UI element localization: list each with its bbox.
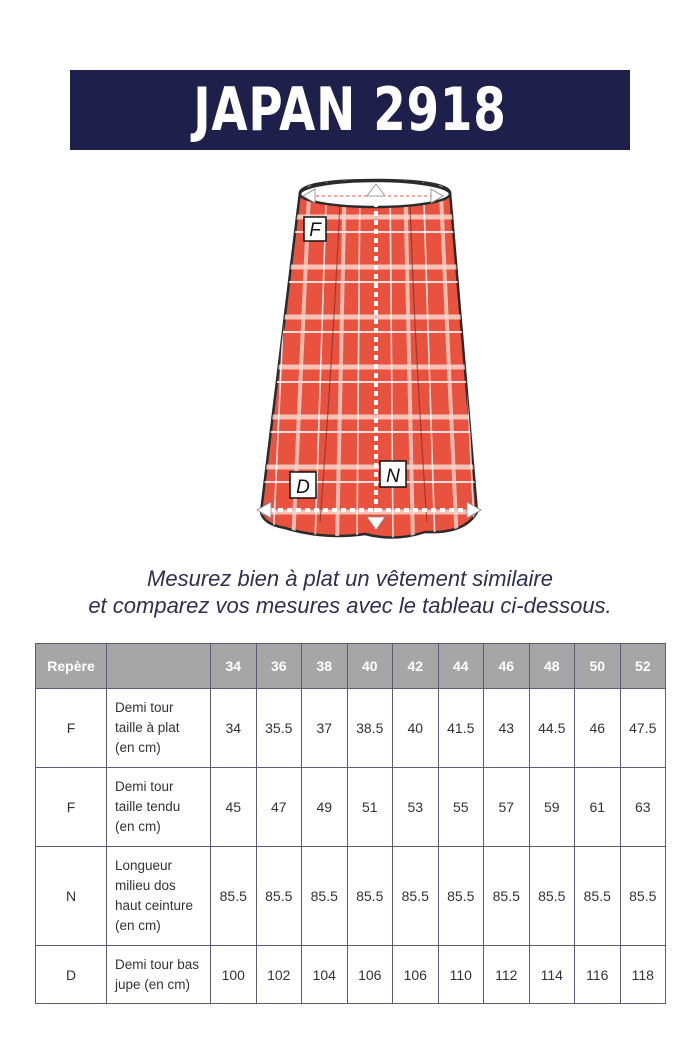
table-cell: 57 — [484, 768, 530, 847]
header-description — [107, 644, 211, 689]
table-cell: 114 — [529, 946, 575, 1004]
table-cell: 102 — [256, 946, 302, 1004]
table-cell: 85.5 — [575, 847, 621, 946]
label-f-text: F — [309, 220, 321, 241]
table-row — [36, 768, 666, 847]
row-description — [107, 946, 211, 1004]
table-cell: 106 — [393, 946, 439, 1004]
skirt-diagram — [245, 172, 495, 544]
table-cell: 85.5 — [211, 847, 257, 946]
header-size: 50 — [575, 644, 621, 689]
table-cell: 61 — [575, 768, 621, 847]
table-cell: 104 — [302, 946, 348, 1004]
row-marker: F — [36, 768, 107, 847]
page-title: JAPAN 2918 — [193, 75, 507, 145]
row-description-line: (en cm) — [115, 740, 161, 755]
header-size: 42 — [393, 644, 439, 689]
label-d-text: D — [296, 477, 310, 498]
table-cell: 112 — [484, 946, 530, 1004]
row-marker: N — [36, 847, 107, 946]
table-cell: 85.5 — [256, 847, 302, 946]
table-cell: 85.5 — [484, 847, 530, 946]
row-marker: D — [36, 946, 107, 1004]
table-cell: 116 — [575, 946, 621, 1004]
row-description-line: taille à plat — [115, 720, 180, 735]
label-d — [290, 472, 316, 498]
title-banner — [70, 70, 630, 150]
header-repere: Repère — [36, 644, 107, 689]
table-cell: 46 — [575, 689, 621, 768]
table-cell: 40 — [393, 689, 439, 768]
row-description-line: haut ceinture — [115, 898, 194, 913]
table-cell: 85.5 — [529, 847, 575, 946]
header-size: 40 — [347, 644, 393, 689]
row-marker: F — [36, 689, 107, 768]
row-description-line: Demi tour bas — [115, 956, 200, 972]
size-header-row — [36, 644, 666, 689]
table-cell: 47 — [256, 768, 302, 847]
table-row — [36, 946, 666, 1004]
table-cell: 41.5 — [438, 689, 484, 768]
table-cell: 118 — [620, 946, 666, 1004]
table-cell: 44.5 — [529, 689, 575, 768]
header-size: 46 — [484, 644, 530, 689]
label-n-text: N — [386, 466, 400, 487]
row-description-line: Longueur — [115, 858, 173, 873]
row-description — [107, 847, 211, 946]
row-description-line: taille tendu — [115, 799, 181, 814]
table-cell: 106 — [347, 946, 393, 1004]
table-cell: 100 — [211, 946, 257, 1004]
row-description — [107, 768, 211, 847]
table-cell: 110 — [438, 946, 484, 1004]
skirt-illustration — [245, 172, 495, 544]
label-f — [304, 217, 326, 241]
table-cell: 49 — [302, 768, 348, 847]
instructions-line-1: Mesurez bien à plat un vêtement similaire — [147, 566, 553, 591]
table-cell: 59 — [529, 768, 575, 847]
header-size: 36 — [256, 644, 302, 689]
table-cell: 63 — [620, 768, 666, 847]
instructions-line-2: et comparez vos mesures avec le tableau ci-dessous. — [88, 593, 612, 618]
table-cell: 85.5 — [620, 847, 666, 946]
instructions — [0, 565, 700, 619]
table-cell: 85.5 — [393, 847, 439, 946]
table-cell: 53 — [393, 768, 439, 847]
table-cell: 45 — [211, 768, 257, 847]
header-size: 48 — [529, 644, 575, 689]
table-cell: 85.5 — [438, 847, 484, 946]
table-cell: 35.5 — [256, 689, 302, 768]
header-size: 52 — [620, 644, 666, 689]
table-row — [36, 847, 666, 946]
table-cell: 85.5 — [347, 847, 393, 946]
row-description-line: Demi tour — [115, 700, 174, 715]
table-cell: 47.5 — [620, 689, 666, 768]
row-description-line: Demi tour — [115, 779, 174, 794]
row-description-line: jupe (en cm) — [115, 976, 191, 992]
table-cell: 51 — [347, 768, 393, 847]
header-size: 44 — [438, 644, 484, 689]
header-size: 38 — [302, 644, 348, 689]
row-description-line: (en cm) — [115, 918, 161, 933]
table-row — [36, 689, 666, 768]
size-table — [35, 643, 666, 1004]
row-description — [107, 689, 211, 768]
table-cell: 85.5 — [302, 847, 348, 946]
table-cell: 38.5 — [347, 689, 393, 768]
table-cell: 55 — [438, 768, 484, 847]
row-description-line: milieu dos — [115, 878, 176, 893]
table-cell: 34 — [211, 689, 257, 768]
row-description-line: (en cm) — [115, 819, 161, 834]
label-n — [380, 461, 406, 487]
table-cell: 37 — [302, 689, 348, 768]
table-cell: 43 — [484, 689, 530, 768]
header-size: 34 — [211, 644, 257, 689]
